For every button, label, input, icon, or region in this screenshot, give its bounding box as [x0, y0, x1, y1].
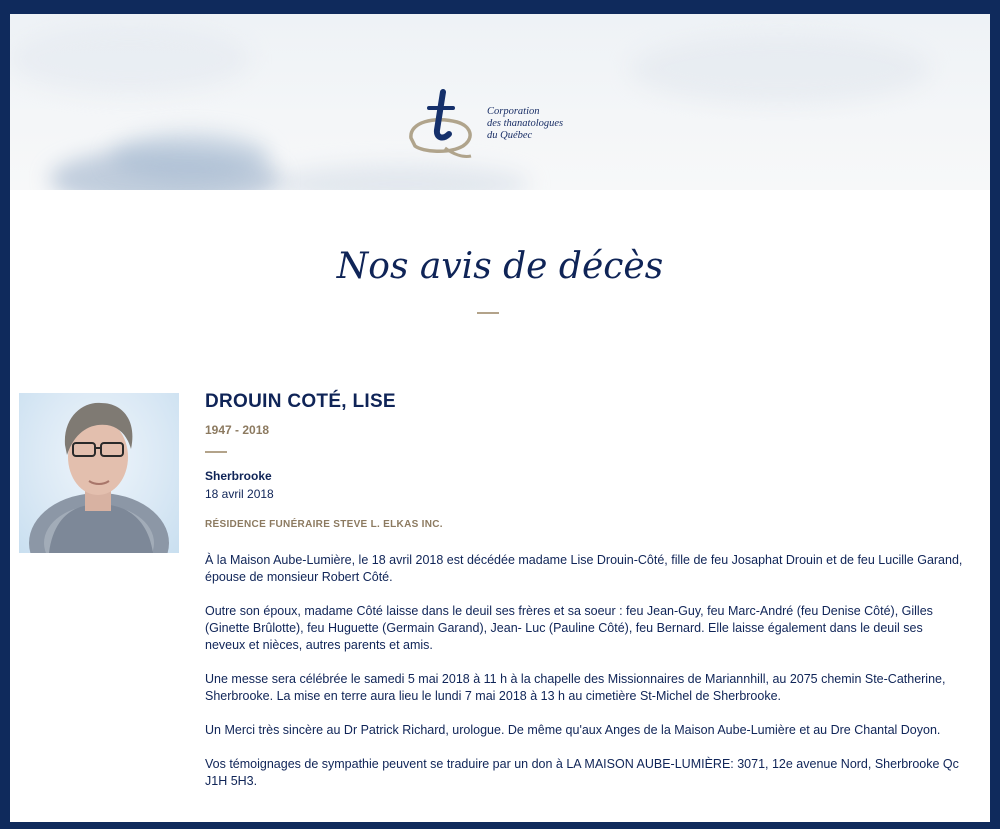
header-banner [10, 14, 990, 190]
funeral-home-link[interactable]: RÉSIDENCE FUNÉRAIRE STEVE L. ELKAS INC. [205, 519, 443, 530]
obituary-paragraph: À la Maison Aube-Lumière, le 18 avril 2018 est décédée madame Lise Drouin-Côté, fille de feu Josaphat Drouin et de feu Lucille Garand, épouse de monsieur Robert Côté. [205, 553, 963, 584]
cloud-decoration [270, 164, 530, 190]
logo-text-line: Corporation [487, 106, 540, 117]
deceased-name: DROUIN COTÉ, LISE [205, 391, 396, 412]
obituary-text [205, 552, 965, 807]
logo-emblem-icon [405, 86, 475, 162]
portrait-image [19, 393, 179, 553]
page-frame [10, 14, 990, 822]
logo-wordmark [487, 106, 607, 142]
name-divider [205, 451, 227, 453]
obituary-paragraph: Vos témoignages de sympathie peuvent se traduire par un don à LA MAISON AUBE-LUMIÈRE: 3071, 12e avenue Nord, Sherbrooke Qc J1H 5H3. [205, 757, 959, 788]
cloud-decoration [630, 34, 930, 104]
cloud-decoration [10, 24, 250, 94]
obituary-paragraph: Outre son époux, madame Côté laisse dans le deuil ses frères et sa soeur : feu Jean-Guy, feu Marc-André (feu Denise Côté), Gilles (Ginette Brûlotte), feu Huguette (Germain Garand), Jean- Luc (Pauline Côté), feu Bernard. Elle laisse également dans le deuil ses neveux et nièces, autres parents et amis. [205, 604, 933, 652]
cloud-decoration [110, 132, 270, 182]
notice-city: Sherbrooke [205, 469, 272, 483]
deceased-photo [19, 393, 179, 553]
site-logo[interactable] [405, 86, 605, 166]
title-divider [477, 312, 499, 314]
life-years: 1947 - 2018 [205, 423, 270, 437]
obituary-paragraph: Une messe sera célébrée le samedi 5 mai 2018 à 11 h à la chapelle des Missionnaires de Mariannhill, au 2075 chemin Ste-Catherine, Sherbrooke. La mise en terre aura lieu le lundi 7 mai 2018 à 13 h au cimetière St-Michel de Sherbrooke. [205, 672, 946, 703]
page-title: Nos avis de décès [336, 246, 664, 287]
logo-text-line: du Québec [487, 130, 533, 141]
obituary-paragraph: Un Merci très sincère au Dr Patrick Richard, urologue. De même qu'aux Anges de la Maison Aube-Lumière et au Dre Chantal Doyon. [205, 723, 941, 737]
logo-text-line: des thanatologues [487, 118, 564, 129]
notice-date: 18 avril 2018 [205, 487, 274, 501]
